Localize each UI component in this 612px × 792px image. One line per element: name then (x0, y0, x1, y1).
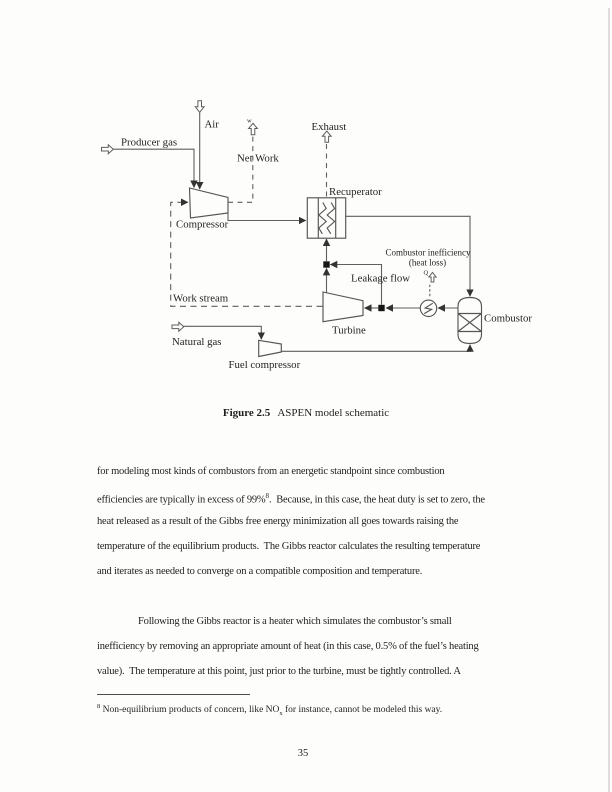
label-work-stream: Work stream (173, 292, 229, 305)
footnote-text: for instance, cannot be modeled this way. (282, 705, 443, 716)
body-line-text: . Because, in this case, the heat duty is set to zero, the (268, 494, 485, 506)
splitter-junction (378, 305, 384, 311)
footnote-text: Non-equilibrium products of concern, like NO (100, 705, 280, 716)
combustor-shape (458, 298, 482, 344)
body-line-text: efficiencies are typically in excess of 99% (97, 494, 266, 506)
heat-loss-arrow-icon (429, 272, 436, 282)
label-air: Air (204, 118, 219, 131)
air-feed-arrow-icon (195, 101, 204, 113)
turbine-shape (323, 292, 363, 322)
net-work-arrow-icon (249, 123, 258, 134)
label-fuel-compressor: Fuel compressor (228, 359, 301, 371)
body-line: inefficiency by removing an appropriate amount of heat (in this case, 0.5% of the fuel’s heating (97, 641, 479, 653)
subscript-x: x (279, 710, 283, 718)
label-net-work: Net Work (237, 152, 279, 165)
label-combustor-inefficiency: Combustor inefficiency (385, 247, 471, 258)
compressor-shape (190, 188, 229, 218)
label-producer-gas: Producer gas (121, 136, 178, 149)
body-line: Following the Gibbs reactor is a heater which simulates the combustor’s small (138, 616, 452, 627)
page-number: 35 (297, 748, 309, 759)
figure-caption-text: ASPEN model schematic (277, 407, 390, 419)
figure-caption (0, 407, 612, 419)
recuperator-shape (307, 198, 345, 238)
footnote-marker: 8 (97, 703, 101, 710)
label-combustor: Combustor (484, 312, 532, 325)
body-line (97, 484, 537, 509)
producer-gas-line (112, 149, 195, 187)
paragraph-2 (97, 609, 537, 684)
body-line: for modeling most kinds of combustors from an energetic standpoint since combustion (97, 466, 445, 477)
label-leakage-flow: Leakage flow (351, 272, 411, 285)
label-heat-loss: (heat loss) (408, 257, 447, 268)
natural-gas-feed-arrow-icon (172, 322, 184, 331)
label-heat-symbol: Q (423, 269, 429, 277)
fuel-compressor-shape (259, 340, 282, 356)
paragraph-1 (97, 459, 537, 584)
body-line: and iterates as needed to converge on a compatible composition and temperature. (97, 566, 423, 578)
label-recuperator: Recuperator (329, 186, 382, 198)
body-line: temperature of the equilibrium products. The Gibbs reactor calculates the resulting temperature (97, 541, 481, 553)
footnote-separator (97, 694, 250, 695)
mixer-junction-top (323, 261, 329, 267)
scan-edge-artifact (608, 8, 610, 792)
body-line: value). The temperature at this point, just prior to the turbine, must be tightly controlled. A (97, 666, 461, 678)
fuel-line (281, 345, 470, 352)
label-turbine: Turbine (332, 324, 366, 337)
net-work-line (228, 135, 253, 202)
label-compressor: Compressor (176, 218, 229, 231)
label-work-symbol: w (247, 117, 252, 125)
compressor-outlet-line (228, 213, 306, 221)
footnote (97, 700, 527, 720)
footnote-reference: 8 (265, 492, 269, 501)
label-exhaust: Exhaust (311, 121, 347, 133)
body-line: heat released as a result of the Gibbs free energy minimization all goes towards raising the (97, 516, 459, 528)
label-natural-gas: Natural gas (172, 336, 222, 348)
producer-gas-feed-arrow-icon (102, 145, 114, 154)
figure-caption-label: Figure 2.5 (222, 407, 271, 419)
